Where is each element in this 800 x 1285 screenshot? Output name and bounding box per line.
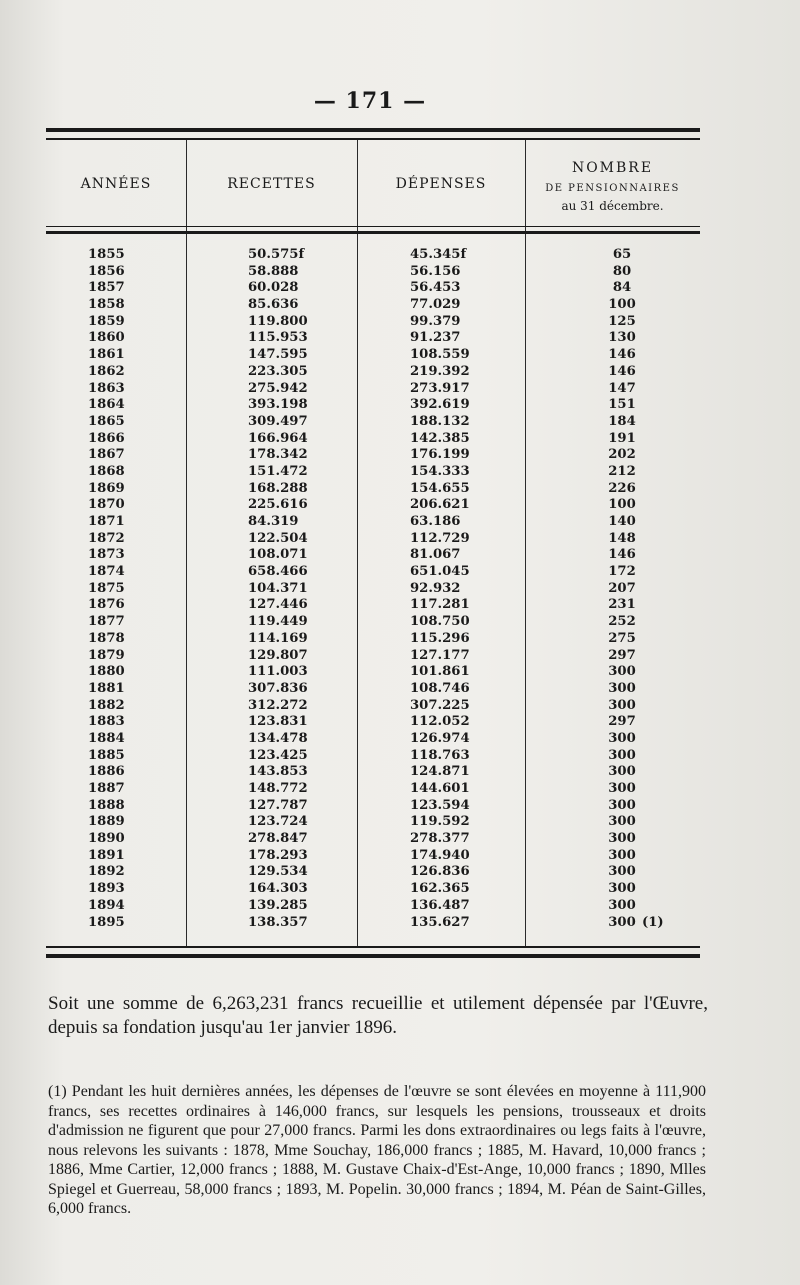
- year-cell: 1891: [88, 847, 125, 863]
- year-cell: 1870: [88, 497, 125, 513]
- table-row: [46, 431, 700, 448]
- count-cell: 231: [608, 597, 636, 613]
- receipts-cell: 134.478: [248, 730, 308, 746]
- count-cell: 202: [608, 447, 636, 463]
- receipts-cell: 151.472: [248, 463, 308, 479]
- year-cell: 1880: [88, 664, 125, 680]
- expenses-cell: 273.917: [410, 380, 470, 396]
- receipts-cell: 123.425: [248, 747, 308, 763]
- expenses-cell: 136.487: [410, 897, 470, 913]
- header-count-title: NOMBRE: [571, 160, 654, 176]
- table-row: [46, 731, 700, 748]
- year-cell: 1882: [88, 697, 125, 713]
- year-cell: 1858: [88, 297, 125, 313]
- count-cell: 300: [608, 814, 636, 830]
- receipts-cell: 50.575f: [248, 247, 305, 262]
- expenses-cell: 206.621: [410, 497, 470, 513]
- expenses-cell: 174.940: [410, 847, 470, 863]
- count-cell: 100: [608, 497, 636, 513]
- top-rule-thin: [46, 138, 700, 140]
- expenses-cell: 188.132: [410, 413, 470, 429]
- year-cell: 1892: [88, 864, 125, 880]
- expenses-cell: 154.655: [410, 480, 470, 496]
- count-cell: 100: [608, 297, 636, 313]
- year-cell: 1857: [88, 280, 125, 296]
- receipts-cell: 127.787: [248, 797, 308, 813]
- expenses-cell: 56.453: [410, 280, 461, 296]
- count-cell: 297: [608, 647, 636, 663]
- receipts-cell: 123.831: [248, 714, 308, 730]
- year-cell: 1890: [88, 831, 125, 847]
- receipts-cell: 275.942: [248, 380, 308, 396]
- page-number: — 171 —: [313, 88, 427, 114]
- count-cell: 300: [608, 847, 636, 863]
- count-cell: 300: [608, 697, 636, 713]
- table-row: [46, 381, 700, 398]
- year-cell: 1862: [88, 363, 125, 379]
- table-row: [46, 698, 700, 715]
- year-cell: 1879: [88, 647, 125, 663]
- year-cell: 1872: [88, 530, 125, 546]
- count-cell: 300: [608, 864, 636, 880]
- count-cell: 80: [612, 263, 632, 279]
- count-cell: 148: [608, 530, 636, 546]
- expenses-cell: 112.052: [410, 714, 470, 730]
- receipts-cell: 312.272: [248, 697, 308, 713]
- expenses-cell: 123.594: [410, 797, 470, 813]
- expenses-cell: 108.750: [410, 614, 470, 630]
- table-row: [46, 781, 700, 798]
- count-cell: 146: [608, 547, 636, 563]
- receipts-cell: 129.807: [248, 647, 308, 663]
- table-row: [46, 330, 700, 347]
- year-cell: 1886: [88, 764, 125, 780]
- count-cell: 140: [608, 514, 636, 529]
- year-cell: 1881: [88, 680, 125, 696]
- receipts-cell: 223.305: [248, 363, 308, 379]
- expenses-cell: 162.365: [410, 881, 470, 897]
- table-row: [46, 631, 700, 648]
- expenses-cell: 101.861: [410, 664, 470, 680]
- count-cell: 151: [608, 397, 636, 413]
- receipts-cell: 129.534: [248, 864, 308, 880]
- table-row: [46, 648, 700, 665]
- table-row: [46, 581, 700, 598]
- expenses-cell: 126.836: [410, 864, 470, 880]
- expenses-cell: 108.746: [410, 680, 470, 696]
- count-cell: 300: [608, 897, 636, 913]
- expenses-cell: 144.601: [410, 781, 470, 796]
- receipts-cell: 143.853: [248, 764, 308, 780]
- expenses-cell: 81.067: [410, 547, 461, 563]
- receipts-cell: 111.003: [248, 664, 308, 680]
- year-cell: 1867: [88, 447, 125, 463]
- year-cell: 1864: [88, 397, 125, 413]
- table-row: [46, 497, 700, 514]
- receipts-cell: 166.964: [248, 430, 308, 446]
- count-cell: 300: [608, 831, 636, 847]
- bottom-rule-thick: [46, 954, 700, 958]
- year-cell: 1876: [88, 597, 125, 613]
- count-cell: 191: [608, 430, 636, 446]
- count-cell: 300: [608, 797, 636, 813]
- year-cell: 1877: [88, 614, 125, 630]
- header-rule-thick: [46, 231, 700, 234]
- expenses-cell: 118.763: [410, 747, 470, 763]
- count-cell: 147: [608, 380, 636, 396]
- summary-text: Soit une somme de 6,263,231 francs recueillie et utilement dépensée par l'Œuvre, depuis sa fondation jusqu'au 1er janvier 1896.: [48, 993, 708, 1038]
- year-cell: 1855: [88, 247, 125, 262]
- year-cell: 1856: [88, 263, 125, 279]
- year-cell: 1866: [88, 430, 125, 446]
- footnote-ref: (1): [642, 914, 664, 930]
- receipts-cell: 658.466: [248, 564, 308, 580]
- table-row: [46, 464, 700, 481]
- year-cell: 1871: [88, 514, 125, 529]
- count-cell: 300: [608, 730, 636, 746]
- count-cell: 252: [608, 614, 636, 630]
- receipts-cell: 225.616: [248, 497, 308, 513]
- expenses-cell: 117.281: [410, 597, 470, 613]
- receipts-cell: 123.724: [248, 814, 308, 830]
- top-rule-thick: [46, 128, 700, 132]
- table-row: [46, 314, 700, 331]
- expenses-cell: 77.029: [410, 297, 461, 313]
- table-row: [46, 364, 700, 381]
- count-cell: 275: [608, 630, 636, 646]
- table-row: [46, 831, 700, 848]
- receipts-cell: 104.371: [248, 580, 308, 596]
- footnote-text: (1) Pendant les huit dernières années, les dépenses de l'œuvre se sont élevées en moyenne à 111,900 francs, ses recettes ordinaires à 146,000 francs, sur lesquels les pensions, trousseaux et droits d'admission ne figurent que pour 27,000 francs. Parmi les dons extraordinaires ou legs faits à l'œuvre, nous relevons les suivants : 1878, Mme Souchay, 186,000 francs ; 1885, M. Havard, 10,000 francs ; 1886, Mme Cartier, 12,000 francs ; 1888, M. Gustave Chaix-d'Est-Ange, 10,000 francs ; 1890, Mlles Spiegel et Guerreau, 58,000 francs ; 1893, M. Popelin. 30,000 francs ; 1894, M. Péan de Saint-Gilles, 6,000 francs.: [48, 1083, 706, 1217]
- receipts-cell: 148.772: [248, 781, 308, 796]
- table-row: [46, 614, 700, 631]
- receipts-cell: 85.636: [248, 297, 299, 313]
- table-row: [46, 848, 700, 865]
- count-cell: 130: [608, 330, 636, 346]
- expenses-cell: 278.377: [410, 831, 470, 847]
- count-cell: 300: [608, 764, 636, 780]
- table-row: [46, 481, 700, 498]
- count-cell: 300: [608, 914, 636, 930]
- expenses-cell: 92.932: [410, 580, 461, 596]
- receipts-cell: 168.288: [248, 480, 308, 496]
- table-row: [46, 264, 700, 281]
- count-cell: 300: [608, 781, 636, 796]
- header-rule-thin: [46, 226, 700, 227]
- table-row: [46, 764, 700, 781]
- expenses-cell: 176.199: [410, 447, 470, 463]
- receipts-cell: 119.800: [248, 313, 308, 329]
- year-cell: 1878: [88, 630, 125, 646]
- year-cell: 1893: [88, 881, 125, 897]
- expenses-cell: 56.156: [410, 263, 461, 279]
- receipts-cell: 393.198: [248, 397, 308, 413]
- year-cell: 1861: [88, 347, 125, 363]
- table-row: [46, 915, 700, 932]
- expenses-cell: 126.974: [410, 730, 470, 746]
- expenses-cell: 135.627: [410, 914, 470, 930]
- header-count-date: au 31 décembre.: [561, 199, 664, 213]
- table-row: [46, 597, 700, 614]
- receipts-cell: 164.303: [248, 881, 308, 897]
- expenses-cell: 45.345f: [410, 247, 467, 262]
- count-cell: 300: [608, 664, 636, 680]
- year-cell: 1860: [88, 330, 125, 346]
- year-cell: 1869: [88, 480, 125, 496]
- receipts-cell: 115.953: [248, 330, 308, 346]
- receipts-cell: 309.497: [248, 413, 308, 429]
- expenses-cell: 154.333: [410, 463, 470, 479]
- year-cell: 1868: [88, 463, 125, 479]
- receipts-cell: 307.836: [248, 680, 308, 696]
- expenses-cell: 112.729: [410, 530, 470, 546]
- header-count-sub: DE PENSIONNAIRES: [545, 183, 680, 194]
- count-cell: 84: [612, 280, 632, 296]
- table-row: [46, 798, 700, 815]
- receipts-cell: 114.169: [248, 630, 308, 646]
- expenses-cell: 392.619: [410, 397, 470, 413]
- table-row: [46, 280, 700, 297]
- year-cell: 1875: [88, 580, 125, 596]
- year-cell: 1859: [88, 313, 125, 329]
- table-row: [46, 414, 700, 431]
- table-row: [46, 898, 700, 915]
- count-cell: 300: [608, 680, 636, 696]
- count-cell: 207: [608, 580, 636, 596]
- receipts-cell: 139.285: [248, 897, 308, 913]
- table-row: [46, 564, 700, 581]
- table-row: [46, 547, 700, 564]
- table-row: [46, 297, 700, 314]
- footnote: [48, 1082, 706, 1219]
- year-cell: 1888: [88, 797, 125, 813]
- year-cell: 1895: [88, 914, 125, 930]
- receipts-cell: 108.071: [248, 547, 308, 563]
- receipts-cell: 178.342: [248, 447, 308, 463]
- table-row: [46, 881, 700, 898]
- count-cell: 172: [608, 564, 636, 580]
- receipts-cell: 119.449: [248, 614, 308, 630]
- data-table: [46, 247, 700, 931]
- count-cell: 300: [608, 881, 636, 897]
- table-row: [46, 531, 700, 548]
- table-row: [46, 664, 700, 681]
- expenses-cell: 124.871: [410, 764, 470, 780]
- expenses-cell: 108.559: [410, 347, 470, 363]
- receipts-cell: 60.028: [248, 280, 299, 296]
- bottom-rule-thin: [46, 946, 700, 948]
- expenses-cell: 115.296: [410, 630, 470, 646]
- count-cell: 65: [612, 247, 632, 262]
- receipts-cell: 127.446: [248, 597, 308, 613]
- year-cell: 1887: [88, 781, 125, 796]
- expenses-cell: 307.225: [410, 697, 470, 713]
- receipts-cell: 122.504: [248, 530, 308, 546]
- year-cell: 1863: [88, 380, 125, 396]
- table-row: [46, 347, 700, 364]
- expenses-cell: 142.385: [410, 430, 470, 446]
- receipts-cell: 278.847: [248, 831, 308, 847]
- expenses-cell: 63.186: [410, 514, 461, 529]
- count-cell: 226: [608, 480, 636, 496]
- table-row: [46, 514, 700, 531]
- table-row: [46, 748, 700, 765]
- count-cell: 184: [608, 413, 636, 429]
- count-cell: 300: [608, 747, 636, 763]
- header-expenses: DÉPENSES: [395, 176, 487, 192]
- receipts-cell: 138.357: [248, 914, 308, 930]
- table-row: [46, 864, 700, 881]
- count-cell: 125: [608, 313, 636, 329]
- receipts-cell: 84.319: [248, 514, 299, 529]
- year-cell: 1889: [88, 814, 125, 830]
- count-cell: 146: [608, 363, 636, 379]
- table-row: [46, 447, 700, 464]
- count-cell: 146: [608, 347, 636, 363]
- expenses-cell: 91.237: [410, 330, 461, 346]
- expenses-cell: 99.379: [410, 313, 461, 329]
- receipts-cell: 58.888: [248, 263, 299, 279]
- year-cell: 1884: [88, 730, 125, 746]
- year-cell: 1873: [88, 547, 125, 563]
- receipts-cell: 178.293: [248, 847, 308, 863]
- expenses-cell: 651.045: [410, 564, 470, 580]
- year-cell: 1885: [88, 747, 125, 763]
- expenses-cell: 219.392: [410, 363, 470, 379]
- year-cell: 1874: [88, 564, 125, 580]
- table-row: [46, 681, 700, 698]
- header-receipts: RECETTES: [227, 176, 316, 192]
- summary-paragraph: [48, 992, 708, 1040]
- table-row: [46, 397, 700, 414]
- receipts-cell: 147.595: [248, 347, 308, 363]
- count-cell: 212: [608, 463, 636, 479]
- count-cell: 297: [608, 714, 636, 730]
- expenses-cell: 119.592: [410, 814, 470, 830]
- table-row: [46, 814, 700, 831]
- year-cell: 1883: [88, 714, 125, 730]
- table-row: [46, 247, 700, 264]
- year-cell: 1865: [88, 413, 125, 429]
- expenses-cell: 127.177: [410, 647, 470, 663]
- header-years: ANNÉES: [80, 176, 152, 192]
- year-cell: 1894: [88, 897, 125, 913]
- table-row: [46, 714, 700, 731]
